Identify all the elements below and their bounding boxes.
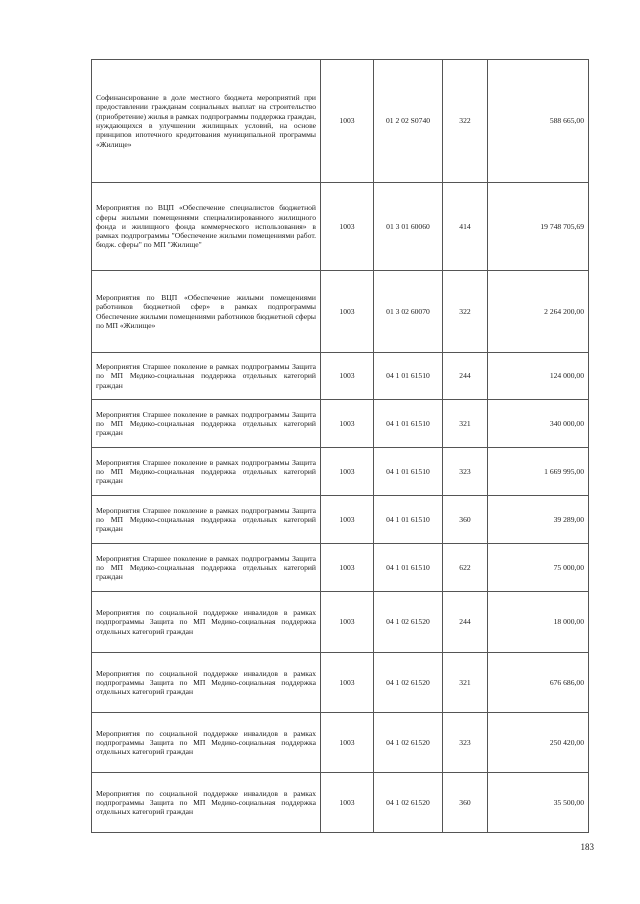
row-section-code: 1003 bbox=[321, 448, 374, 496]
row-amount: 75 000,00 bbox=[488, 544, 589, 592]
row-target-code: 04 1 02 61520 bbox=[374, 773, 443, 833]
table-row bbox=[92, 496, 589, 544]
row-amount: 124 000,00 bbox=[488, 353, 589, 400]
row-expense-type: 321 bbox=[443, 400, 488, 448]
row-target-code: 04 1 02 61520 bbox=[374, 713, 443, 773]
row-description: Мероприятия по ВЦП «Обеспечение жилыми помещениями работников бюджетной сфер» в рамках подпрограммы Обеспечение жилыми помещениями работников бюджетной сферы по МП «Жилище» bbox=[92, 271, 321, 353]
budget-table bbox=[91, 59, 589, 833]
table-row bbox=[92, 773, 589, 833]
row-target-code: 04 1 01 61510 bbox=[374, 400, 443, 448]
row-section-code: 1003 bbox=[321, 496, 374, 544]
row-target-code: 04 1 01 61510 bbox=[374, 448, 443, 496]
table-row bbox=[92, 544, 589, 592]
row-expense-type: 244 bbox=[443, 353, 488, 400]
row-description: Мероприятия Старшее поколение в рамках подпрограммы Защита по МП Медико-социальная поддержка отдельных категорий граждан bbox=[92, 544, 321, 592]
row-section-code: 1003 bbox=[321, 60, 374, 183]
row-target-code: 04 1 02 61520 bbox=[374, 653, 443, 713]
row-amount: 35 500,00 bbox=[488, 773, 589, 833]
table-row bbox=[92, 60, 589, 183]
page-number: 183 bbox=[580, 842, 594, 852]
row-description: Мероприятия по социальной поддержке инвалидов в рамках подпрограммы Защита по МП Медико-социальная поддержка отдельных категорий граждан bbox=[92, 653, 321, 713]
row-section-code: 1003 bbox=[321, 400, 374, 448]
row-target-code: 04 1 01 61510 bbox=[374, 496, 443, 544]
row-description: Мероприятия по социальной поддержке инвалидов в рамках подпрограммы Защита по МП Медико-социальная поддержка отдельных категорий граждан bbox=[92, 713, 321, 773]
row-expense-type: 323 bbox=[443, 448, 488, 496]
row-description: Мероприятия Старшее поколение в рамках подпрограммы Защита по МП Медико-социальная поддержка отдельных категорий граждан bbox=[92, 353, 321, 400]
row-description: Мероприятия Старшее поколение в рамках подпрограммы Защита по МП Медико-социальная поддержка отдельных категорий граждан bbox=[92, 400, 321, 448]
table-row bbox=[92, 271, 589, 353]
row-amount: 39 289,00 bbox=[488, 496, 589, 544]
table-row bbox=[92, 653, 589, 713]
row-section-code: 1003 bbox=[321, 713, 374, 773]
row-target-code: 04 1 01 61510 bbox=[374, 544, 443, 592]
row-target-code: 04 1 01 61510 bbox=[374, 353, 443, 400]
row-description: Мероприятия Старшее поколение в рамках подпрограммы Защита по МП Медико-социальная поддержка отдельных категорий граждан bbox=[92, 496, 321, 544]
table-row bbox=[92, 448, 589, 496]
table-row bbox=[92, 713, 589, 773]
row-amount: 19 748 705,69 bbox=[488, 183, 589, 271]
row-section-code: 1003 bbox=[321, 183, 374, 271]
table-row bbox=[92, 400, 589, 448]
row-expense-type: 321 bbox=[443, 653, 488, 713]
row-description: Мероприятия по социальной поддержке инвалидов в рамках подпрограммы Защита по МП Медико-социальная поддержка отдельных категорий граждан bbox=[92, 592, 321, 653]
row-target-code: 04 1 02 61520 bbox=[374, 592, 443, 653]
row-amount: 1 669 995,00 bbox=[488, 448, 589, 496]
row-description: Мероприятия Старшее поколение в рамках подпрограммы Защита по МП Медико-социальная поддержка отдельных категорий граждан bbox=[92, 448, 321, 496]
row-amount: 676 686,00 bbox=[488, 653, 589, 713]
row-section-code: 1003 bbox=[321, 544, 374, 592]
row-target-code: 01 2 02 S0740 bbox=[374, 60, 443, 183]
row-description: Мероприятия по ВЦП «Обеспечение специалистов бюджетной сферы жилыми помещениями специализированного жилищного фонда и жилищного фонда коммерческого использования» в рамках подпрограммы "Обеспечение жилыми помещениями работ. бюдж. сферы" по МП "Жилище" bbox=[92, 183, 321, 271]
row-section-code: 1003 bbox=[321, 353, 374, 400]
row-expense-type: 322 bbox=[443, 60, 488, 183]
row-target-code: 01 3 01 60060 bbox=[374, 183, 443, 271]
row-expense-type: 360 bbox=[443, 773, 488, 833]
row-description: Софинансирование в доле местного бюджета мероприятий при предоставлении гражданам социальных выплат на строительство (приобретение) жилья в рамках подпрограммы поддержка граждан, нуждающихся в улучшении жилищных условий, на основе принципов ипотечного кредитования муниципальной программы «Жилище» bbox=[92, 60, 321, 183]
row-amount: 2 264 200,00 bbox=[488, 271, 589, 353]
row-section-code: 1003 bbox=[321, 773, 374, 833]
row-amount: 250 420,00 bbox=[488, 713, 589, 773]
row-expense-type: 323 bbox=[443, 713, 488, 773]
row-amount: 340 000,00 bbox=[488, 400, 589, 448]
row-section-code: 1003 bbox=[321, 271, 374, 353]
row-expense-type: 360 bbox=[443, 496, 488, 544]
row-expense-type: 322 bbox=[443, 271, 488, 353]
table-row bbox=[92, 183, 589, 271]
row-section-code: 1003 bbox=[321, 653, 374, 713]
row-target-code: 01 3 02 60070 bbox=[374, 271, 443, 353]
row-amount: 588 665,00 bbox=[488, 60, 589, 183]
row-expense-type: 622 bbox=[443, 544, 488, 592]
row-amount: 18 000,00 bbox=[488, 592, 589, 653]
row-description: Мероприятия по социальной поддержке инвалидов в рамках подпрограммы Защита по МП Медико-социальная поддержка отдельных категорий граждан bbox=[92, 773, 321, 833]
row-expense-type: 414 bbox=[443, 183, 488, 271]
row-expense-type: 244 bbox=[443, 592, 488, 653]
table-row bbox=[92, 353, 589, 400]
row-section-code: 1003 bbox=[321, 592, 374, 653]
table-row bbox=[92, 592, 589, 653]
